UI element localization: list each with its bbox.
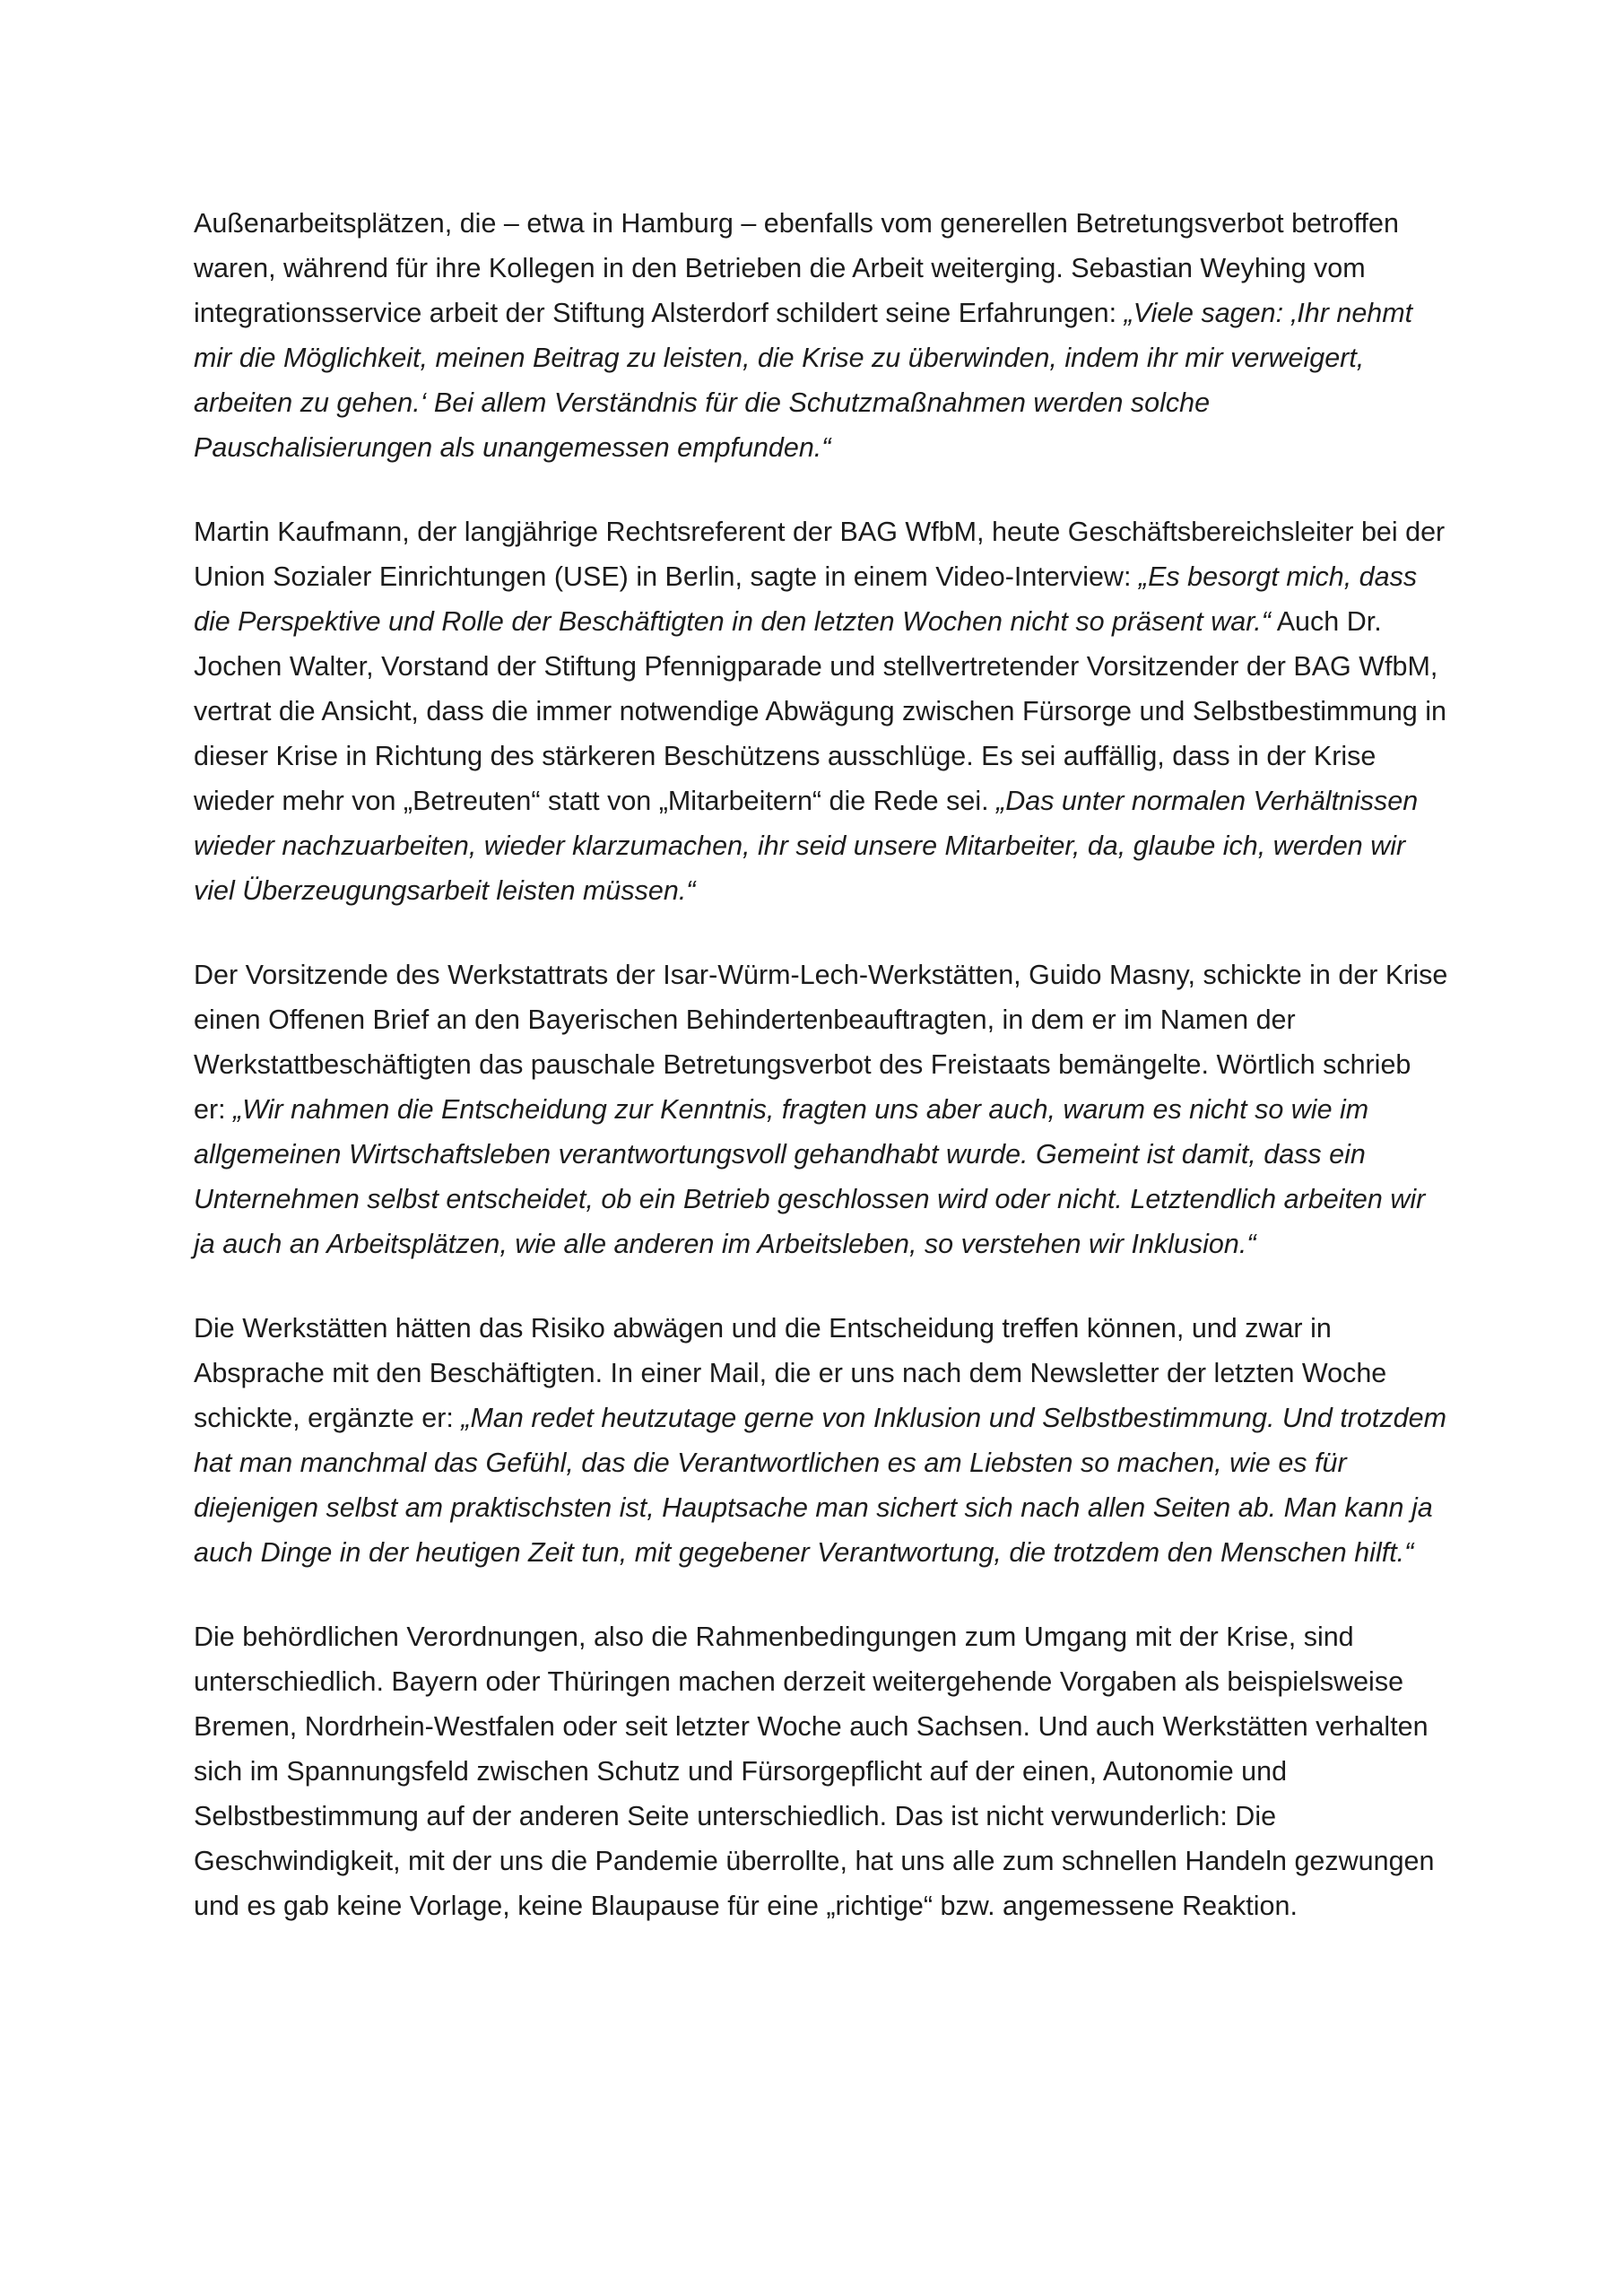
paragraph-3-quote: „Wir nahmen die Entscheidung zur Kenntnis, fragten uns aber auch, warum es nicht so wie im allgemeinen Wirtschaftsleben verantwortungsvoll gehandhabt wurde. Gemeint ist damit, dass ein Unternehmen selbst entscheidet, ob ein Betrieb geschlossen wird oder nicht. Letztendlich arbeiten wir ja auch an Arbeitsplätzen, wie alle anderen im Arbeitsleben, so verstehen wir Inklusion.“	[194, 1094, 1426, 1259]
document-body	[194, 201, 1449, 1968]
paragraph-5	[194, 1614, 1449, 1928]
paragraph-2-text-b: Auch Dr. Jochen Walter, Vorstand der Stiftung Pfennigparade und stellvertretender Vorsitzender der BAG WfbM, vertrat die Ansicht, dass die immer notwendige Abwägung zwischen Fürsorge und Selbstbestimmung in dieser Krise in Richtung des stärkeren Beschützens ausschlüge. Es sei auffällig, dass in der Krise wieder mehr von „Betreuten“ statt von „Mitarbeitern“ die Rede sei.	[194, 606, 1446, 816]
paragraph-1-quote: „Viele sagen: ‚Ihr nehmt mir die Möglichkeit, meinen Beitrag zu leisten, die Krise zu überwinden, indem ihr mir verweigert, arbeiten zu gehen.‘ Bei allem Verständnis für die Schutzmaßnahmen werden solche Pauschalisierungen als unangemessen empfunden.“	[194, 298, 1413, 463]
paragraph-5-text: Die behördlichen Verordnungen, also die Rahmenbedingungen zum Umgang mit der Krise, sind unterschiedlich. Bayern oder Thüringen machen derzeit weitergehende Vorgaben als beispielsweise Bremen, Nordrhein-Westfalen oder seit letzter Woche auch Sachsen. Und auch Werkstätten verhalten sich im Spannungsfeld zwischen Schutz und Fürsorgepflicht auf der einen, Autonomie und Selbstbestimmung auf der anderen Seite unterschiedlich. Das ist nicht verwunderlich: Die Geschwindigkeit, mit der uns die Pandemie überrollte, hat uns alle zum schnellen Handeln gezwungen und es gab keine Vorlage, keine Blaupause für eine „richtige“ bzw. angemessene Reaktion.	[194, 1622, 1435, 1921]
paragraph-1	[194, 201, 1449, 470]
paragraph-4	[194, 1306, 1449, 1575]
paragraph-3	[194, 952, 1449, 1266]
paragraph-3-text: Der Vorsitzende des Werkstattrats der Isar-Würm-Lech-Werkstätten, Guido Masny, schickte in der Krise einen Offenen Brief an den Bayerischen Behindertenbeauftragten, in dem er im Namen der Werkstattbeschäftigten das pauschale Betretungsverbot des Freistaats bemängelte. Wörtlich schrieb er:	[194, 960, 1448, 1125]
paragraph-2	[194, 509, 1449, 913]
paragraph-4-quote: „Man redet heutzutage gerne von Inklusion und Selbstbestimmung. Und trotzdem hat man manchmal das Gefühl, das die Verantwortlichen es am Liebsten so machen, wie es für diejenigen selbst am praktischsten ist, Hauptsache man sichert sich nach allen Seiten ab. Man kann ja auch Dinge in der heutigen Zeit tun, mit gegebener Verantwortung, die trotzdem den Menschen hilft.“	[194, 1403, 1446, 1568]
paragraph-2-text-a: Martin Kaufmann, der langjährige Rechtsreferent der BAG WfbM, heute Geschäftsbereichsleiter bei der Union Sozialer Einrichtungen (USE) in Berlin, sagte in einem Video-Interview:	[194, 517, 1446, 592]
paragraph-2-quote-a: „Es besorgt mich, dass die Perspektive und Rolle der Beschäftigten in den letzten Wochen nicht so präsent war.“	[194, 561, 1418, 637]
paragraph-2-quote-b: „Das unter normalen Verhältnissen wieder nachzuarbeiten, wieder klarzumachen, ihr seid unsere Mitarbeiter, da, glaube ich, werden wir viel Überzeugungsarbeit leisten müssen.“	[194, 786, 1419, 906]
paragraph-4-text: Die Werkstätten hätten das Risiko abwägen und die Entscheidung treffen können, und zwar in Absprache mit den Beschäftigten. In einer Mail, die er uns nach dem Newsletter der letzten Woche schickte, ergänzte er:	[194, 1313, 1387, 1433]
paragraph-1-text: Außenarbeitsplätzen, die – etwa in Hamburg – ebenfalls vom generellen Betretungsverbot betroffen waren, während für ihre Kollegen in den Betrieben die Arbeit weiterging. Sebastian Weyhing vom integrationsservice arbeit der Stiftung Alsterdorf schildert seine Erfahrungen:	[194, 208, 1399, 328]
